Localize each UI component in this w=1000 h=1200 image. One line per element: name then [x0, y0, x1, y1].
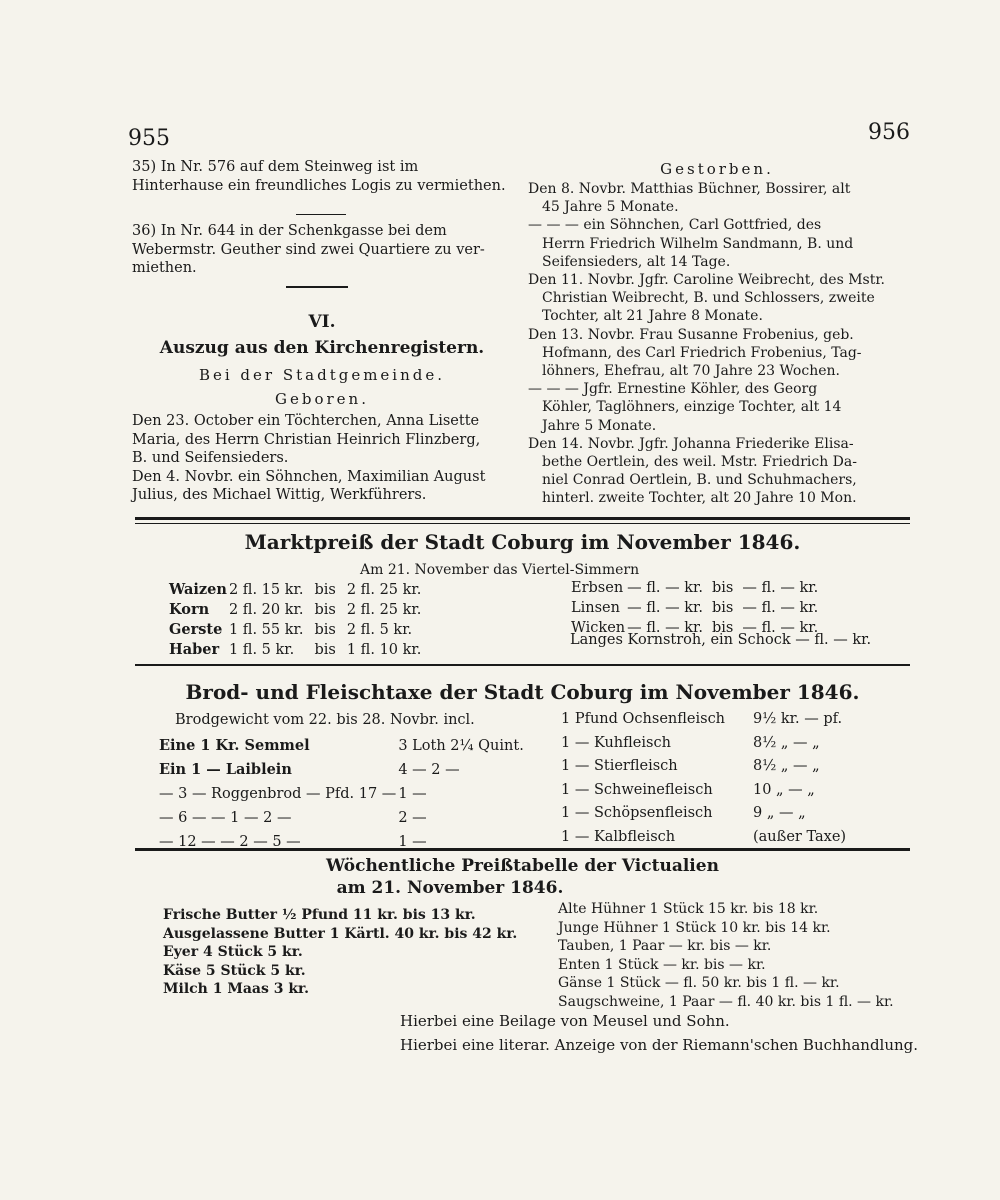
section-rule	[135, 517, 910, 520]
ad-36-line: Webermstr. Geuther sind zwei Quartiere zu ver-	[132, 241, 485, 258]
price-from: 1 fl. 5 kr.	[228, 642, 295, 658]
born-line: Maria, des Herrn Christian Heinrich Flinzberg,	[132, 431, 481, 448]
price-from: — fl. — kr.	[627, 600, 703, 616]
market-title: Marktpreiß der Stadt Coburg im November 1846.	[244, 530, 801, 554]
died-line: hinterl. zweite Tochter, alt 20 Jahre 10 Mon.	[542, 490, 857, 507]
ad-36	[132, 222, 512, 278]
died-line: Hofmann, des Carl Friedrich Frobenius, Tag-	[542, 344, 862, 361]
ad-35-line: 35) In Nr. 576 auf dem Steinweg ist im	[132, 159, 419, 175]
died-line: Tochter, alt 21 Jahre 8 Monate.	[542, 308, 763, 325]
price-to: 2 fl. 25 kr.	[346, 602, 422, 618]
separator	[286, 286, 348, 288]
victuals-title: Wöchentliche Preißtabelle der Victualien	[326, 856, 719, 876]
bis-label: bis	[314, 582, 336, 598]
died-line: bethe Oertlein, des weil. Mstr. Friedrich Da-	[542, 454, 857, 471]
bread-weight: 1 —	[398, 786, 427, 802]
born-heading: Geboren.	[275, 390, 369, 408]
bread-title: Brod- und Fleischtaxe der Stadt Coburg im November 1846.	[185, 680, 860, 704]
table-row	[158, 734, 525, 758]
table-row	[168, 600, 422, 620]
born-line: B. und Seifensieders.	[132, 450, 289, 466]
victual-item: Gänse 1 Stück — fl. 50 kr. bis 1 fl. — kr.	[558, 975, 840, 991]
section-rule	[135, 848, 910, 851]
grain-name: Korn	[169, 601, 210, 618]
died-line: Den 13. Novbr. Frau Susanne Frobenius, geb.	[528, 326, 854, 343]
died-heading: Gestorben.	[660, 160, 774, 178]
born-line: Den 23. October ein Töchterchen, Anna Lisette	[132, 413, 480, 429]
price-to: — fl. — kr.	[742, 620, 819, 636]
section-title: Auszug aus den Kirchenregistern.	[159, 338, 485, 358]
victual-item: Frische Butter ½ Pfund 11 kr. bis 13 kr.	[163, 907, 476, 923]
died-line: Herrn Friedrich Wilhelm Sandmann, B. und	[542, 235, 854, 252]
victual-item: Tauben, 1 Paar — kr. bis — kr.	[558, 938, 772, 954]
died-line: Den 14. Novbr. Jgfr. Johanna Friederike Elisa-	[528, 435, 854, 452]
left-column	[132, 158, 512, 195]
meat-item: 1 — Kalbfleisch	[561, 828, 676, 845]
price-from: — fl. — kr.	[627, 620, 703, 636]
bis-label: bis	[711, 580, 734, 596]
meat-item: 1 — Schweinefleisch	[561, 781, 713, 798]
table-row	[168, 620, 422, 640]
section-rule	[135, 664, 910, 666]
ad-36-line: miethen.	[132, 260, 197, 276]
table-row	[168, 580, 422, 600]
bis-label: bis	[711, 620, 734, 636]
table-row	[158, 806, 525, 830]
died-list	[528, 180, 906, 508]
grain-name: Gerste	[169, 621, 223, 638]
table-row	[158, 758, 525, 782]
grain-name: Waizen	[169, 581, 227, 598]
table-row	[560, 755, 847, 779]
born-line: Julius, des Michael Wittig, Werkführers.	[132, 487, 427, 503]
bread-weight: 1 —	[398, 834, 427, 850]
separator	[296, 214, 346, 215]
bread-item: — 12 — — 2 — 5 —	[159, 834, 301, 850]
price-to: 2 fl. 5 kr.	[346, 622, 413, 638]
table-row	[570, 598, 819, 618]
meat-table	[560, 708, 847, 849]
born-list	[132, 412, 512, 505]
meat-item: 1 — Kuhfleisch	[561, 734, 671, 751]
meat-price: 10 „ — „	[753, 781, 815, 798]
price-from: 2 fl. 15 kr.	[228, 582, 304, 598]
legume-name: Erbsen	[571, 580, 624, 596]
bread-item: — 6 — — 1 — 2 —	[159, 810, 292, 826]
price-from: 2 fl. 20 kr.	[228, 602, 304, 618]
victual-item: Junge Hühner 1 Stück 10 kr. bis 14 kr.	[558, 919, 831, 936]
table-row	[560, 732, 847, 756]
meat-item: 1 — Stierfleisch	[561, 758, 678, 774]
section-rule-thin	[135, 523, 910, 524]
page-number-left: 955	[128, 126, 170, 151]
victual-item: Ausgelassene Butter 1 Kärtl. 40 kr. bis 42 kr.	[163, 925, 518, 942]
bis-label: bis	[314, 642, 336, 658]
bis-label: bis	[711, 600, 734, 616]
died-line: Seifensieders, alt 14 Tage.	[542, 253, 731, 270]
section-number: VI.	[308, 312, 336, 332]
ad-35-line: Hinterhause ein freundliches Logis zu vermiethen.	[132, 177, 506, 194]
victual-item: Käse 5 Stück 5 kr.	[163, 962, 306, 979]
meat-price: 9½ kr. — pf.	[753, 711, 843, 727]
victual-item: Enten 1 Stück — kr. bis — kr.	[558, 956, 766, 973]
table-row	[560, 708, 847, 732]
table-row	[158, 782, 525, 806]
died-line: löhners, Ehefrau, alt 70 Jahre 23 Wochen.	[542, 363, 840, 380]
meat-price: 8½ „ — „	[753, 734, 820, 751]
died-line: 45 Jahre 5 Monate.	[542, 199, 679, 216]
price-from: — fl. — kr.	[627, 580, 703, 596]
born-line: Den 4. Novbr. ein Söhnchen, Maximilian August	[132, 468, 486, 485]
bis-label: bis	[314, 602, 336, 618]
victual-item: Eyer 4 Stück 5 kr.	[163, 944, 303, 960]
bread-table	[158, 734, 525, 854]
meat-price: 9 „ — „	[753, 805, 806, 821]
bread-item: Eine 1 Kr. Semmel	[159, 737, 310, 754]
died-line: Köhler, Taglöhners, einzige Tochter, alt 14	[542, 399, 842, 416]
bread-weight: 2 —	[398, 810, 427, 826]
price-from: 1 fl. 55 kr.	[228, 622, 304, 638]
died-line: Den 8. Novbr. Matthias Büchner, Bossirer, alt	[528, 181, 851, 197]
straw-price: Langes Kornstroh, ein Schock — fl. — kr.	[570, 632, 872, 648]
section-subtitle: Bei der Stadtgemeinde.	[198, 366, 446, 384]
table-row	[560, 779, 847, 803]
victual-item: Milch 1 Maas 3 kr.	[163, 981, 310, 997]
bread-item: — 3 — Roggenbrod — Pfd. 17 —	[159, 786, 397, 802]
died-line: Jahre 5 Monate.	[542, 417, 657, 434]
legume-name: Linsen	[571, 600, 620, 616]
victual-item: Alte Hühner 1 Stück 15 kr. bis 18 kr.	[558, 901, 819, 917]
meat-price: 8½ „ — „	[753, 758, 820, 774]
grain-table	[168, 580, 422, 660]
died-line: niel Conrad Oertlein, B. und Schuhmachers,	[542, 472, 857, 489]
table-row	[168, 640, 422, 660]
table-row	[560, 802, 847, 826]
victuals-left	[163, 906, 517, 999]
bread-subtitle: Brodgewicht vom 22. bis 28. Novbr. incl.	[175, 712, 475, 728]
legume-name: Wicken	[571, 620, 626, 636]
table-row	[570, 578, 819, 598]
bread-weight: 4 — 2 —	[398, 762, 460, 778]
died-line: — — — ein Söhnchen, Carl Gottfried, des	[528, 217, 822, 234]
footer-note: Hierbei eine literar. Anzeige von der Riemann'schen Buchhandlung.	[400, 1036, 919, 1054]
price-to: — fl. — kr.	[742, 580, 819, 596]
victuals-right	[558, 900, 894, 1011]
page-number-right: 956	[868, 120, 910, 145]
died-line: — — — Jgfr. Ernestine Köhler, des Georg	[528, 381, 818, 398]
price-to: 2 fl. 25 kr.	[346, 582, 422, 598]
price-to: 1 fl. 10 kr.	[346, 642, 422, 658]
bread-item: Ein 1 — Laiblein	[159, 761, 292, 778]
price-to: — fl. — kr.	[742, 600, 819, 616]
victual-item: Saugschweine, 1 Paar — fl. 40 kr. bis 1 fl. — kr.	[558, 993, 894, 1010]
meat-price: (außer Taxe)	[753, 828, 847, 845]
victuals-date: am 21. November 1846.	[336, 878, 564, 898]
died-line: Den 11. Novbr. Jgfr. Caroline Weibrecht, des Mstr.	[528, 272, 885, 289]
grain-name: Haber	[169, 641, 220, 658]
footer-note: Hierbei eine Beilage von Meusel und Sohn.	[400, 1012, 730, 1030]
bread-weight: 3 Loth 2¼ Quint.	[398, 738, 524, 754]
legume-table	[570, 578, 819, 638]
ad-36-line: 36) In Nr. 644 in der Schenkgasse bei dem	[132, 223, 447, 239]
market-date: Am 21. November das Viertel-Simmern	[360, 562, 640, 578]
bis-label: bis	[314, 622, 336, 638]
meat-item: 1 — Schöpsenfleisch	[561, 805, 713, 821]
meat-item: 1 Pfund Ochsenfleisch	[561, 711, 726, 727]
died-line: Christian Weibrecht, B. und Schlossers, zweite	[542, 290, 875, 307]
table-row	[560, 826, 847, 850]
